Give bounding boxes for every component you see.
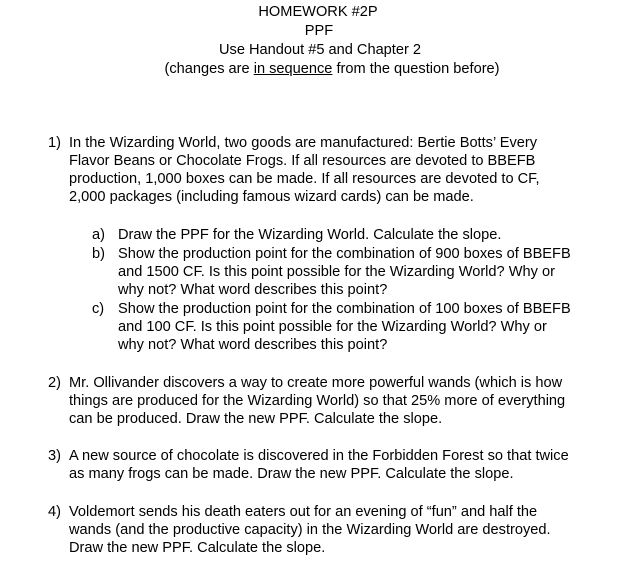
question-2 — [48, 374, 628, 428]
homework-title: HOMEWORK #2P — [258, 4, 378, 20]
subpart-letter: c) — [92, 301, 105, 317]
question-text-line: Draw the new PPF. Calculate the slope. — [69, 540, 326, 556]
question-text-line: Voldemort sends his death eaters out for an evening of “fun” and half the — [69, 504, 538, 520]
subpart-letter: b) — [92, 246, 105, 262]
question-text-line: production, 1,000 boxes can be made. If all resources are devoted to CF, — [69, 171, 540, 187]
question-text-line: A new source of chocolate is discovered in the Forbidden Forest so that twice — [69, 448, 569, 464]
question-number: 1) — [48, 135, 61, 151]
question-1 — [48, 134, 628, 206]
subpart-text-line: Show the production point for the combination of 900 boxes of BBEFB — [118, 246, 571, 262]
sequence-note-suffix: from the question before) — [332, 61, 500, 77]
question-3 — [48, 447, 628, 483]
sequence-note-prefix: (changes are — [164, 61, 254, 77]
subpart-text-line: Show the production point for the combination of 100 boxes of BBEFB — [118, 301, 571, 317]
subpart-text-line: and 100 CF. Is this point possible for the Wizarding World? Why or — [118, 319, 547, 335]
question-text-line: things are produced for the Wizarding World) so that 25% more of everything — [69, 393, 566, 409]
homework-subtitle: PPF — [304, 23, 334, 39]
question-1-part-b — [92, 245, 632, 299]
question-text-line: can be produced. Draw the new PPF. Calculate the slope. — [69, 411, 443, 427]
subpart-text-line: why not? What word describes this point? — [118, 282, 388, 298]
homework-source: Use Handout #5 and Chapter 2 — [218, 42, 422, 58]
question-text-line: Flavor Beans or Chocolate Frogs. If all resources are devoted to BBEFB — [69, 153, 536, 169]
subpart-text-line: Draw the PPF for the Wizarding World. Calculate the slope. — [118, 227, 502, 243]
question-1-part-c — [92, 300, 632, 354]
question-number: 3) — [48, 448, 61, 464]
question-text-line: as many frogs can be made. Draw the new PPF. Calculate the slope. — [69, 466, 514, 482]
subpart-text-line: and 1500 CF. Is this point possible for the Wizarding World? Why or — [118, 264, 555, 280]
sequence-note-underlined: in sequence — [253, 61, 333, 77]
subpart-text-line: why not? What word describes this point? — [118, 337, 388, 353]
question-4 — [48, 503, 628, 557]
question-1-part-a — [92, 226, 632, 244]
question-number: 2) — [48, 375, 61, 391]
subpart-letter: a) — [92, 227, 105, 243]
question-number: 4) — [48, 504, 61, 520]
document-header — [0, 3, 640, 79]
question-text-line: wands (and the productive capacity) in the Wizarding World are destroyed. — [69, 522, 551, 538]
sequence-note — [24, 60, 640, 79]
question-text-line: 2,000 packages (including famous wizard cards) can be made. — [69, 189, 474, 205]
question-text-line: Mr. Ollivander discovers a way to create more powerful wands (which is how — [69, 375, 563, 391]
question-text-line: In the Wizarding World, two goods are manufactured: Bertie Botts’ Every — [69, 135, 538, 151]
